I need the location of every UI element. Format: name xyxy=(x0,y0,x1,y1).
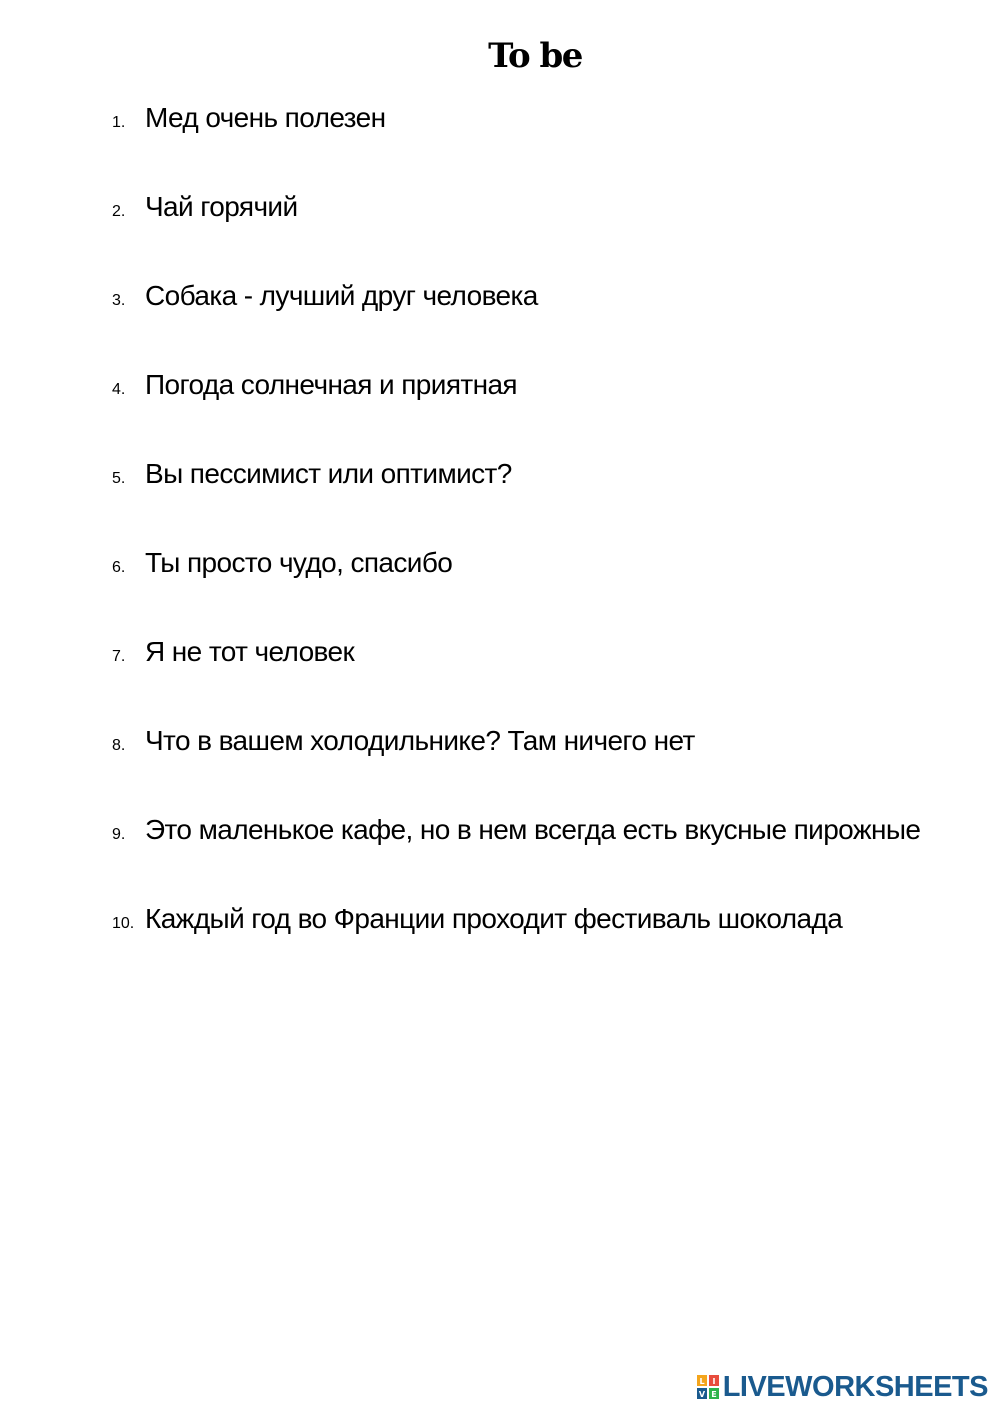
liveworksheets-logo xyxy=(697,1370,988,1404)
list-item xyxy=(112,900,932,938)
list-item xyxy=(112,455,932,493)
item-text: Чай горячий xyxy=(145,191,298,222)
list-item xyxy=(112,722,932,760)
svg-text:L: L xyxy=(699,1377,705,1386)
liveworksheets-wordmark: LIVEWORKSHEETS xyxy=(722,1370,988,1403)
item-number: 4. xyxy=(112,381,126,398)
item-number: 5. xyxy=(112,470,126,487)
sentence-list xyxy=(112,99,932,989)
item-text: Погода солнечная и приятная xyxy=(145,369,517,400)
svg-text:I: I xyxy=(712,1377,716,1386)
item-number: 10. xyxy=(112,915,135,932)
item-text: Собака - лучший друг человека xyxy=(145,280,538,311)
item-number: 7. xyxy=(112,648,126,665)
list-item xyxy=(112,277,932,315)
item-number: 8. xyxy=(112,737,126,754)
list-item xyxy=(112,811,932,849)
liveworksheets-mark-icon xyxy=(697,1375,719,1399)
list-item xyxy=(112,188,932,226)
svg-text:V: V xyxy=(698,1390,705,1399)
worksheet-title: To be xyxy=(488,36,582,76)
item-text: Я не тот человек xyxy=(145,636,355,667)
item-number: 3. xyxy=(112,292,126,309)
item-number: 2. xyxy=(112,203,126,220)
item-text: Мед очень полезен xyxy=(145,102,386,133)
item-text: Ты просто чудо, спасибо xyxy=(145,547,453,578)
list-item xyxy=(112,99,932,137)
item-text: Это маленькое кафе, но в нем всегда есть вкусные пирожные xyxy=(145,814,921,845)
list-item xyxy=(112,633,932,671)
item-text: Вы пессимист или оптимист? xyxy=(145,458,512,489)
item-number: 6. xyxy=(112,559,126,576)
list-item xyxy=(112,366,932,404)
item-text: Что в вашем холодильнике? Там ничего нет xyxy=(145,725,695,756)
list-item xyxy=(112,544,932,582)
svg-text:E: E xyxy=(710,1390,717,1399)
item-text: Каждый год во Франции проходит фестиваль шоколада xyxy=(145,903,843,934)
item-number: 9. xyxy=(112,826,126,843)
item-number: 1. xyxy=(112,114,126,131)
